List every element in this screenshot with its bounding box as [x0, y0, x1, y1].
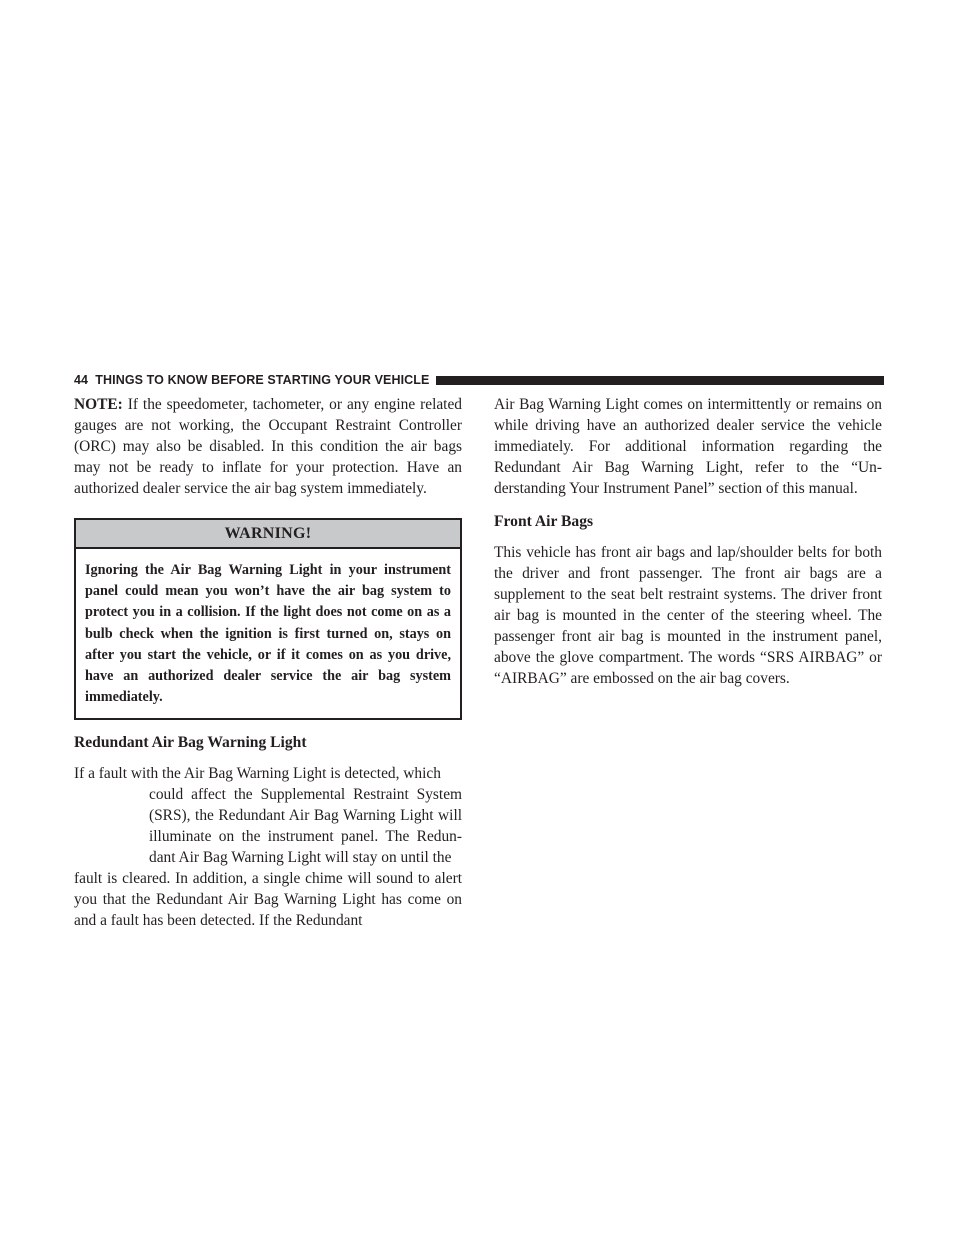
page-number: 44 — [74, 373, 89, 387]
front-heading: Front Air Bags — [494, 513, 594, 530]
header-rule — [436, 376, 884, 385]
front-paragraph: This vehicle has front air bags and lap/shoulder belts for both the driver and front passenger. The front air bags are a supplement to the seat belt restraint systems. The driver front air bag is mounted in the center of the steering wheel. The passenger front air bag is mounted in the instrument panel, above the glove compartment. The words “SRS AIRBAG” or “AIRBAG” are embossed on the air bag covers. — [494, 544, 882, 687]
left-column — [74, 394, 462, 931]
warning-text: Ignoring the Air Bag Warning Light in your instrument panel could mean you won’t have the air bag system to protect you in a collision. If the light does not come on as a bulb check when the ignition is first turned on, stays on after you start the vehicle, or if it comes on as you drive, have an authorized dealer service the air bag system immediately. — [85, 562, 451, 706]
page-header — [74, 372, 884, 388]
warning-title: WARNING! — [76, 520, 460, 549]
redundant-indented: could affect the Supplemental Restraint System (SRS), the Redundant Air Bag Warning Light will illuminate on the instrument panel. The Redun-dant Air Bag Warning Light will stay on until the — [149, 786, 462, 867]
continued-paragraph: Air Bag Warning Light comes on intermittently or remains on while driving have an authorized dealer service the vehicle immediately. For additional information regarding the Redundant Air Bag Warning Light, refer to the “Un-derstanding Your Instrument Panel” section of this manual. — [494, 396, 882, 497]
note-text: If the speedometer, tachometer, or any engine related gauges are not working, the Occupant Restraint Controller (ORC) may also be disabled. In this condition the air bags may not be ready to inflate for your protection. Have an authorized dealer service the air bag system immediately. — [74, 396, 462, 497]
warning-box — [74, 518, 462, 720]
note-label: NOTE: — [74, 396, 123, 413]
header-text — [74, 373, 436, 387]
note-paragraph — [74, 394, 462, 499]
section-title: THINGS TO KNOW BEFORE STARTING YOUR VEHICLE — [95, 373, 430, 387]
redundant-heading: Redundant Air Bag Warning Light — [74, 734, 307, 752]
right-column — [494, 394, 882, 689]
redundant-first-line: If a fault with the Air Bag Warning Light is detected, which — [74, 765, 441, 783]
redundant-rest: fault is cleared. In addition, a single chime will sound to alert you that the Redundant Air Bag Warning Light has come on and a fault has been detected. If the Redundant — [74, 870, 462, 930]
